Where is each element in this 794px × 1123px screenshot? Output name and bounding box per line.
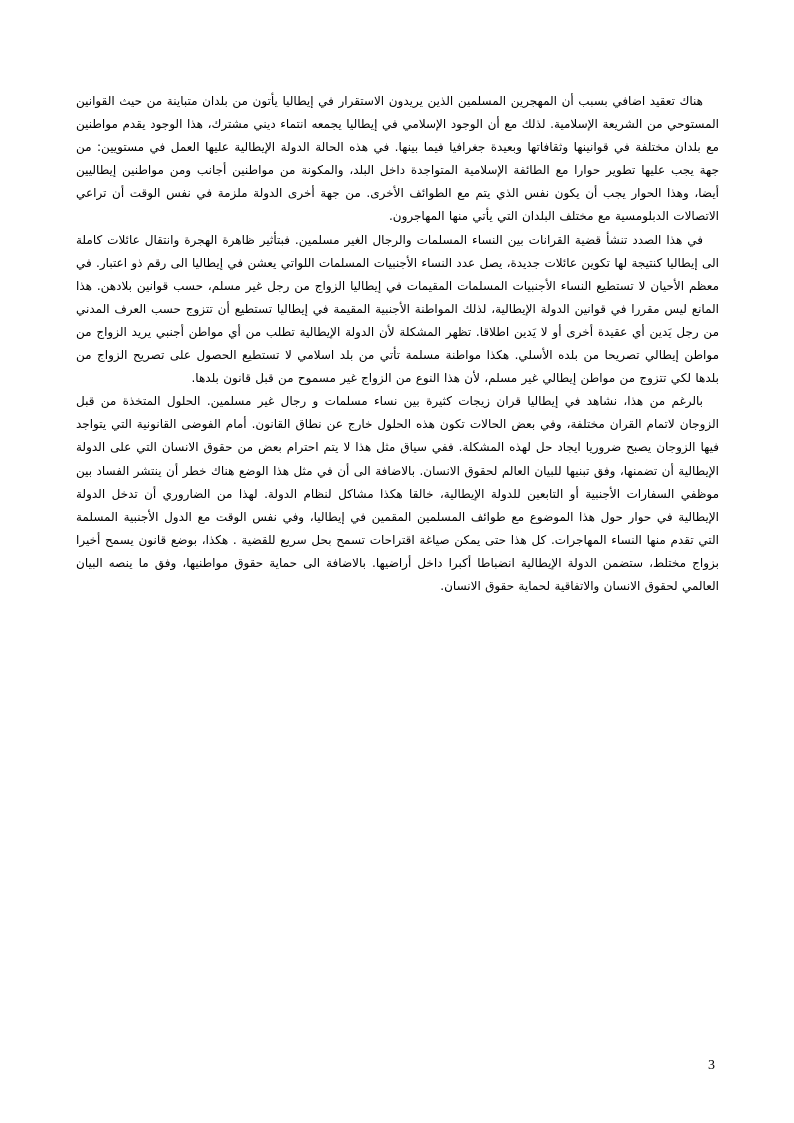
paragraph-2: في هذا الصدد تنشأ قضية القرانات بين النساء المسلمات والرجال الغير مسلمين. فبتأثير ظاهرة الهجرة وانتقال عائلات كاملة الى إيطاليا كنتيجة لها تكوين عائلات جديدة، يصل عدد النساء الأجنبيات المسلمات اللواتي يعشن في إيطاليا الى رقم ذو اعتبار. في معظم الأحيان لا تستطيع النساء الأجنبيات المسلمات المقيمات في إيطاليا الزواج من رجل غير مسلم، حسب قوانين بلادهن. هذا المانع ليس مقررا في قوانين الدولة الإيطالية، لذلك المواطنة الأجنبية المقيمة في إيطاليا تستطيع أن تتزوج حسب العرف المدني من رجل يَدين أي عقيدة أخرى أو لا يَدين اطلاقا. تظهر المشكلة لأن الدولة الإيطالية تطلب من أي مواطن أجنبي يريد الزواج من مواطن إيطالي تصريحا من بلده الأسلي. هكذا مواطنة مسلمة تأتي من بلد اسلامي لا تستطيع الحصول على تصريح الزواج من بلدها لكي تتزوج من مواطن إيطالي غير مسلم، لأن هذا النوع من الزواج غير مسموح من قبل قانون بلدها. <box>76 232 719 386</box>
paragraph-3: بالرغم من هذا، نشاهد في إيطاليا قران زيجات كثيرة بين نساء مسلمات و رجال غير مسلمين. الحلول المتخذة من قبل الزوجان لاتمام القران مختلفة، وفي بعض الحالات تكون هذه الحلول خارج عن نطاق القانون. أمام الفوضى القانونية التي يتواجد فيها الزوجان يصبح ضروريا ايجاد حل لهذه المشكلة. ففي سياق مثل هذا لا يتم احترام بعض من حقوق الانسان التي على الدولة الإيطالية أن تضمنها، وفق تبنيها للبيان العالم لحقوق الانسان. بالاضافة الى أن في مثل هذا الوضع هناك خطر أن ينتشر الفساد بين موظفي السفارات الأجنبية أو التابعين للدولة الإيطالية، خالقا هكذا مشاكل لنظام الدولة. لهذا من الضاروري أن تدخل الدولة الإيطالية في حوار حول هذا الموضوع مع طوائف المسلمين المقمين في إيطاليا، وفي نفس الوقت مع الدول الأجنبية المسلمة التي تقدم منها النساء المهاجرات. كل هذا حتى يمكن صياغة اقتراحات تسمح بحل سريع للقضية . هكذا، بوضع قانون يسمح أخيرا بزواج مختلط، ستضمن الدولة الإيطالية انضباطا أكبرا داخل أراضيها. بالاضافة الى حماية حقوق مواطنيها، وفق ما ينصه البيان العالمي لحقوق الانسان والاتفاقية لحماية حقوق الانسان. <box>76 394 719 593</box>
body-text <box>76 90 719 598</box>
page-number: 3 <box>708 1058 715 1073</box>
paragraph-1: هناك تعقيد اضافي بسبب أن المهجرين المسلمين الذين يريدون الاستقرار في إيطاليا يأتون من بلدان متباينة من حيث القوانين المستوحي من الشريعة الإسلامية. لذلك مع أن الوجود الإسلامي في إيطاليا يجمعه انتماء ديني مشترك، هذا الوجود يقدم مواطنين مع بلدان مختلفة في قوانينها وثقافاتها وبعيدة جغرافيا فيما بينها. في هذه الحالة الدولة الإيطالية عليها العمل في مستويين: من جهة يجب عليها تطوير حوارا مع الطائفة الإسلامية المتواجدة داخل البلد، والمكونة من مواطنين أجانب ومن مواطنين إيطاليين أيضا، وهذا الحوار يجب أن يكون نفس الذي يتم مع الطوائف الأخرى. من جهة أخرى الدولة ملزمة في نفس الوقت أن تراعي الاتصالات الدبلومسية مع مختلف البلدان التي يأتي منها المهاجرون. <box>76 94 719 224</box>
